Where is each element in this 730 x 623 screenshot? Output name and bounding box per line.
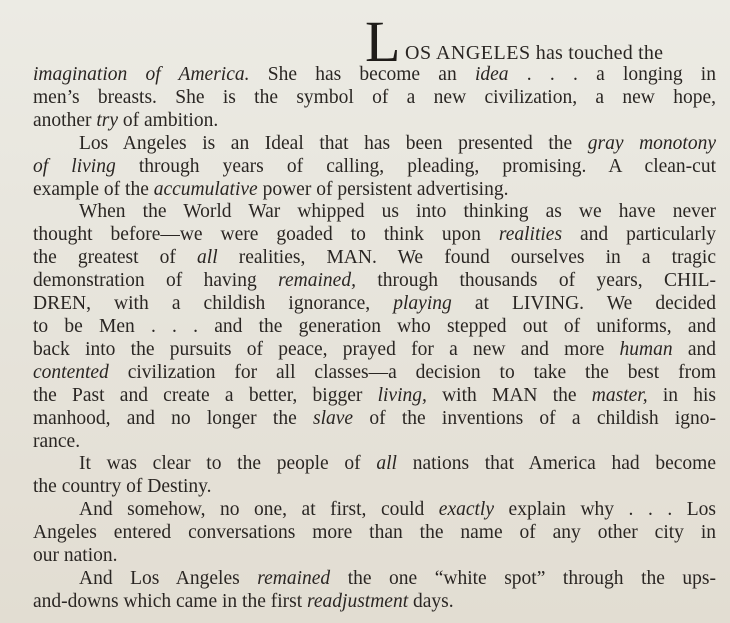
text-run: in his bbox=[647, 384, 716, 406]
italic-text: remained bbox=[257, 567, 331, 589]
body-text bbox=[33, 64, 716, 614]
text-line bbox=[33, 270, 716, 293]
text-run: the Past and create a better, bigger bbox=[33, 384, 378, 406]
text-run: and bbox=[672, 338, 716, 360]
text-line bbox=[33, 499, 716, 522]
drop-cap: L bbox=[365, 9, 401, 74]
text-line bbox=[33, 293, 716, 316]
paragraph bbox=[33, 64, 716, 133]
italic-text: master, bbox=[591, 384, 648, 406]
opening-line bbox=[33, 9, 716, 74]
text-run: our nation. bbox=[33, 545, 118, 567]
italic-text: try bbox=[96, 109, 119, 131]
opening-caps: OS ANGELES bbox=[405, 42, 531, 64]
paragraph bbox=[33, 201, 716, 453]
text-run: It was clear to the people of bbox=[79, 453, 377, 475]
text-run: And somehow, no one, at first, could bbox=[79, 499, 439, 521]
italic-text: accumulative bbox=[153, 178, 258, 200]
italic-text: of living bbox=[33, 155, 116, 177]
text-run: Angeles entered conversations more than the name of any other city in bbox=[33, 522, 716, 544]
text-line bbox=[33, 522, 716, 545]
italic-text: playing bbox=[393, 293, 452, 315]
text-run: manhood, and no longer the bbox=[33, 407, 314, 429]
text-line bbox=[33, 224, 716, 247]
text-line bbox=[33, 568, 716, 591]
text-line bbox=[33, 156, 716, 179]
text-run: And Los Angeles bbox=[79, 567, 258, 589]
text-run: with MAN the bbox=[426, 384, 592, 406]
text-run: back into the pursuits of peace, prayed for a new and more bbox=[33, 338, 620, 360]
opening-text bbox=[405, 42, 663, 64]
text-run: through years of calling, pleading, promising. A clean-cut bbox=[115, 155, 716, 177]
text-run: power of persistent advertising. bbox=[257, 178, 509, 200]
text-run: of the inventions of a childish igno- bbox=[353, 407, 716, 429]
text-run: DREN, with a childish ignorance, bbox=[33, 293, 394, 315]
text-line bbox=[33, 87, 716, 110]
text-line bbox=[33, 408, 716, 431]
text-run: through thousands of years, CHIL- bbox=[355, 270, 716, 292]
text-run: Los Angeles is an Ideal that has been presented the bbox=[79, 132, 588, 154]
text-run: at LIVING. We decided bbox=[451, 293, 716, 315]
italic-text: human bbox=[619, 338, 673, 360]
text-line bbox=[33, 453, 716, 476]
italic-text: contented bbox=[33, 361, 109, 383]
text-line bbox=[33, 385, 716, 408]
text-line bbox=[33, 316, 716, 339]
text-run: When the World War whipped us into thinking as we have never bbox=[79, 201, 716, 223]
italic-text: all bbox=[197, 247, 218, 269]
text-run: days. bbox=[408, 590, 454, 612]
text-run: . . . a longing in bbox=[508, 64, 716, 85]
text-line bbox=[33, 362, 716, 385]
text-run: and-downs which came in the first bbox=[33, 590, 308, 612]
text-line bbox=[33, 201, 716, 224]
text-run: the one “white spot” through the ups- bbox=[330, 567, 717, 589]
text-run: explain why . . . Los bbox=[494, 499, 716, 521]
text-run: the greatest of bbox=[33, 247, 198, 269]
italic-text: gray monotony bbox=[587, 132, 716, 154]
opening-rest: has touched the bbox=[530, 42, 664, 64]
text-run: She has become an bbox=[249, 64, 475, 85]
text-run: nations that America had become bbox=[396, 453, 716, 475]
text-run: and particularly bbox=[562, 224, 716, 246]
text-run: demonstration of having bbox=[33, 270, 279, 292]
italic-text: slave bbox=[313, 407, 354, 429]
italic-text: living, bbox=[377, 384, 427, 406]
italic-text: readjustment bbox=[307, 590, 409, 612]
italic-text: idea bbox=[474, 64, 509, 85]
text-run: of ambition. bbox=[118, 109, 219, 131]
text-run: thought before—we were goaded to think upon bbox=[33, 224, 499, 246]
paragraph bbox=[33, 453, 716, 499]
text-run: another bbox=[33, 109, 97, 131]
text-line bbox=[33, 133, 716, 156]
text-line bbox=[33, 476, 716, 499]
paragraph bbox=[33, 133, 716, 202]
text-line bbox=[33, 339, 716, 362]
text-line bbox=[33, 247, 716, 270]
italic-text: realities bbox=[498, 224, 563, 246]
text-line bbox=[33, 179, 716, 202]
italic-text: exactly bbox=[438, 499, 495, 521]
text-run: realities, MAN. We found ourselves in a tragic bbox=[217, 247, 716, 269]
text-run: to be Men . . . and the generation who stepped out of uniforms, and bbox=[33, 315, 716, 337]
italic-text: imagination of America. bbox=[33, 64, 250, 85]
italic-text: all bbox=[376, 453, 397, 475]
text-run: men’s breasts. She is the symbol of a new civilization, a new hope, bbox=[33, 86, 716, 108]
text-run: example of the bbox=[33, 178, 154, 200]
text-run: the country of Destiny. bbox=[33, 476, 212, 498]
text-line bbox=[33, 591, 716, 614]
text-run: rance. bbox=[33, 430, 81, 452]
paragraph bbox=[33, 499, 716, 568]
paragraph bbox=[33, 568, 716, 614]
text-run: civilization for all classes—a decision to take the best from bbox=[108, 361, 716, 383]
text-line bbox=[33, 431, 716, 454]
text-line bbox=[33, 110, 716, 133]
text-line bbox=[33, 545, 716, 568]
italic-text: remained, bbox=[278, 270, 356, 292]
